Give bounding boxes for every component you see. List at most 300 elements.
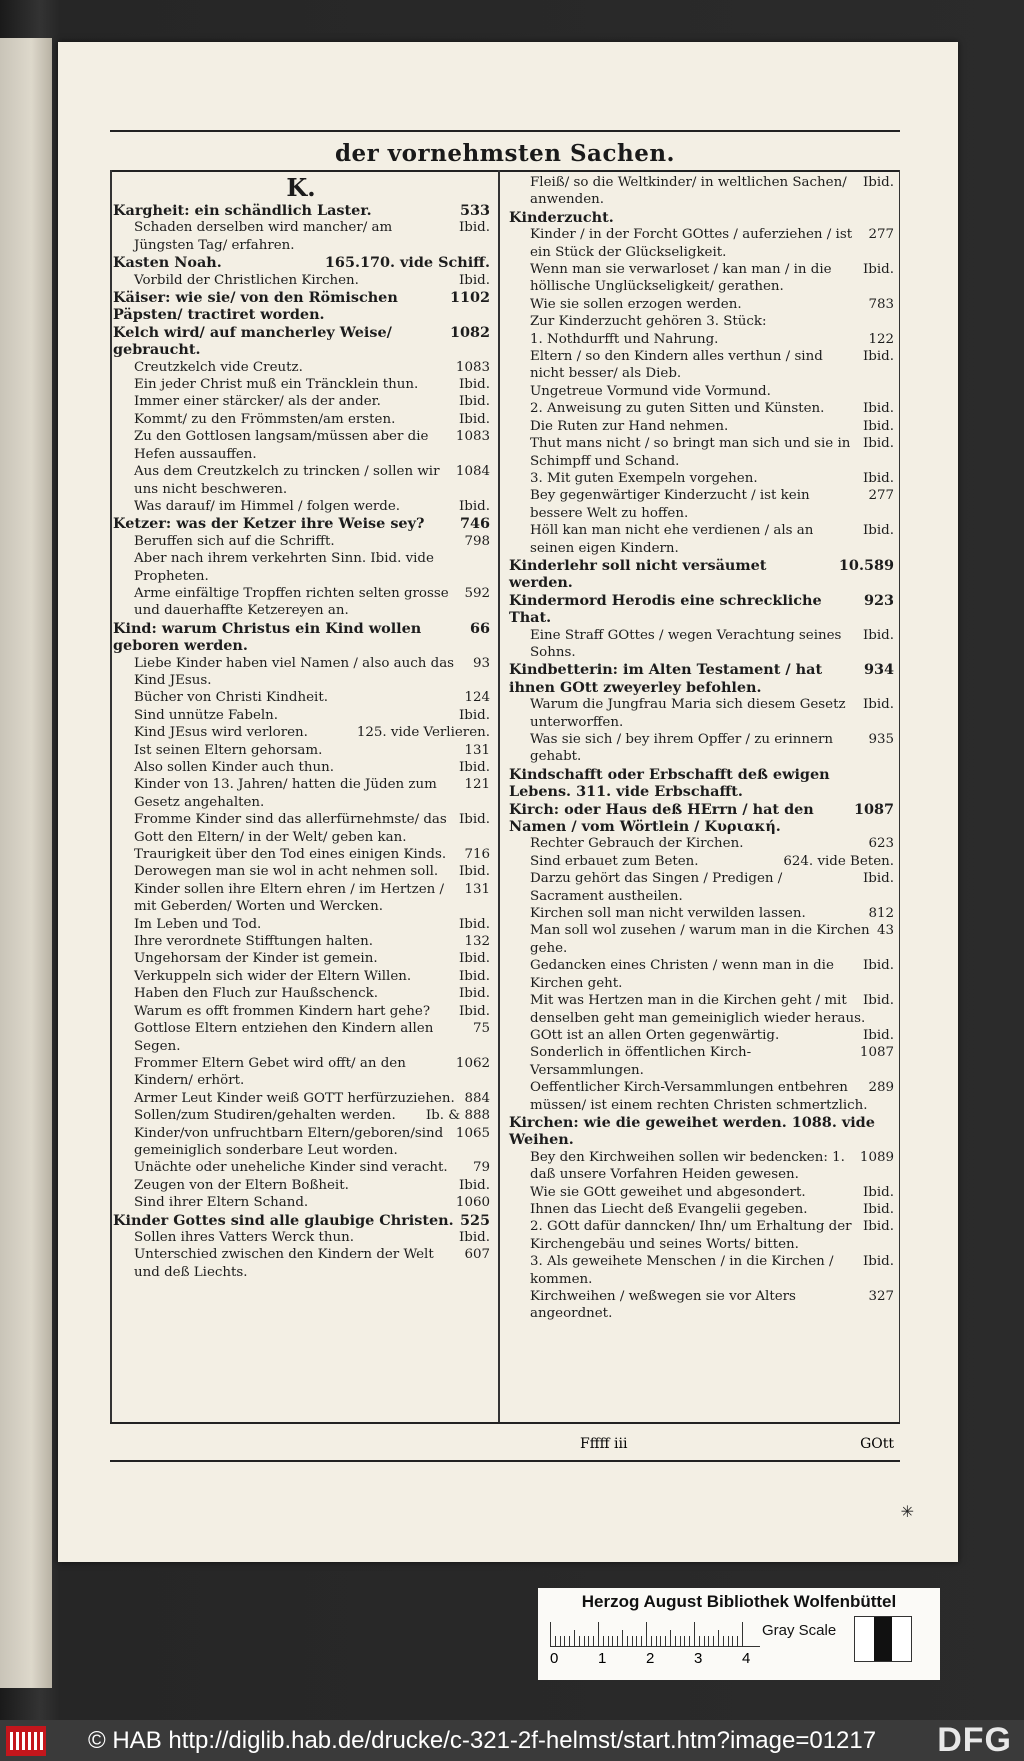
index-entry	[508, 348, 894, 383]
index-entry	[112, 759, 490, 776]
entry-text: Liebe Kinder haben viel Namen / also auch das Kind JEsus.	[134, 655, 455, 688]
dfg-logo: DFG	[937, 1721, 1012, 1759]
entry-text: Wie sie GOtt geweihet und abgesondert.	[530, 1184, 806, 1200]
page-reference: 812	[868, 906, 894, 922]
page-reference: Ib. & 888	[425, 1108, 490, 1124]
gray-scale-swatch	[854, 1616, 912, 1662]
ruler-tick	[665, 1636, 666, 1646]
entry-text: Sind unnütze Fabeln.	[134, 707, 279, 723]
index-entry	[112, 1125, 490, 1160]
entry-text: Kind JEsus wird verloren.	[134, 725, 308, 741]
ruler-number: 3	[694, 1650, 703, 1667]
index-entry	[508, 331, 894, 348]
ruler-tick	[718, 1630, 719, 1646]
ruler-tick	[593, 1636, 594, 1646]
ruler-tick	[612, 1636, 613, 1646]
page-reference: 624. vide Beten.	[783, 853, 894, 869]
facing-page-edge	[0, 38, 52, 1688]
index-entry	[112, 1020, 490, 1055]
index-entry	[112, 219, 490, 254]
ruler-tick	[632, 1636, 633, 1646]
index-entry	[112, 1159, 490, 1176]
ruler-number: 4	[742, 1650, 751, 1667]
ruler-tick	[646, 1622, 647, 1646]
page-reference: 1087	[853, 800, 894, 818]
page-reference: 935	[868, 732, 894, 747]
color-scale-card	[538, 1588, 940, 1680]
entry-text: Rechter Gebrauch der Kirchen.	[530, 836, 744, 852]
page-reference: Ibid.	[863, 1184, 894, 1200]
page-reference: 124	[464, 690, 490, 706]
page-reference: 131	[464, 742, 490, 758]
index-entry	[508, 470, 894, 487]
ruler-tick	[737, 1636, 738, 1646]
page-reference: Ibid.	[863, 470, 894, 486]
entry-text: Verkuppeln sich wider der Eltern Willen.	[134, 968, 412, 984]
index-entry	[112, 881, 490, 916]
ruler-tick	[588, 1636, 589, 1646]
page-reference: 746	[459, 515, 490, 533]
index-entry	[508, 731, 894, 766]
entry-text: Aus dem Creutzkelch zu trincken / sollen wir uns nicht beschweren.	[134, 464, 440, 497]
page-reference: Ibid.	[459, 707, 490, 723]
entry-text: Man soll wol zusehen / warum man in die Kirchen gehe.	[530, 923, 870, 956]
column-divider	[498, 170, 500, 1422]
right-border	[899, 170, 901, 1422]
page-reference: Ibid.	[459, 1003, 490, 1019]
hab-logo-icon	[6, 1726, 46, 1756]
ruler-tick	[574, 1630, 575, 1646]
entry-text: Ihre verordnete Stifftungen halten.	[134, 934, 373, 950]
index-entry	[112, 1055, 490, 1090]
page-reference: 122	[868, 331, 894, 347]
page-reference: 1065	[455, 1125, 490, 1141]
margin-mark: ✳	[900, 1502, 914, 1521]
index-entry	[508, 209, 894, 226]
index-entry	[112, 620, 490, 655]
entry-text: Thut mans nicht / so bringt man sich und sie in Schimpff und Schand.	[530, 436, 851, 469]
index-entry	[112, 1246, 490, 1281]
page-reference: Ibid.	[863, 697, 894, 713]
index-column-right	[508, 174, 894, 1323]
ruler-tick	[550, 1622, 551, 1646]
index-entry	[508, 905, 894, 922]
index-entry	[508, 261, 894, 296]
entry-text: Ihnen das Liecht deß Evangelii gegeben.	[530, 1201, 808, 1217]
ruler-number: 2	[646, 1650, 655, 1667]
page-reference: Ibid.	[459, 812, 490, 828]
index-entry	[508, 1288, 894, 1323]
entry-text: Kasten Noah.	[113, 254, 222, 272]
page-reference: 1060	[455, 1195, 490, 1211]
index-entry	[112, 742, 490, 759]
page-reference: 327	[868, 1289, 894, 1304]
index-entry	[112, 1090, 490, 1107]
gray-scale-label: Gray Scale	[762, 1622, 837, 1639]
entry-text: Was sie sich / bey ihrem Opffer / zu erinnern gehabt.	[530, 732, 834, 765]
entry-text: Bücher von Christi Kindheit.	[134, 690, 328, 706]
entry-text: Gedancken eines Christen / wenn man in die Kirchen geht.	[530, 958, 834, 991]
entry-text: Sind ihrer Eltern Schand.	[134, 1195, 309, 1211]
entry-text: Kindermord Herodis eine schreckliche That.	[509, 591, 822, 627]
page-reference: Ibid.	[459, 498, 490, 514]
ruler-tick	[636, 1636, 637, 1646]
entry-text: Armer Leut Kinder weiß GOTT herfürzuziehen.	[134, 1090, 455, 1106]
entry-text: Bey den Kirchweihen sollen wir bedencken: 1. daß unsere Vorfahren Heiden gewesen.	[530, 1149, 845, 1183]
entry-text: Unächte oder uneheliche Kinder sind veracht.	[134, 1160, 448, 1176]
index-entry	[508, 1149, 894, 1184]
entry-text: Kirchweihen / weßwegen sie vor Alters angeordnet.	[530, 1289, 796, 1322]
ruler-tick	[569, 1636, 570, 1646]
signature-mark: Fffff iii	[580, 1436, 628, 1452]
page-reference: Ibid.	[459, 1229, 490, 1245]
ruler-tick	[675, 1636, 676, 1646]
page-reference: 934	[863, 661, 894, 679]
entry-text: Warum es offt frommen Kindern hart gehe?	[134, 1003, 431, 1019]
page-reference: 623	[868, 836, 894, 852]
index-entry	[112, 1229, 490, 1246]
ruler-tick	[680, 1636, 681, 1646]
ruler-number: 1	[598, 1650, 607, 1667]
entry-text: 2. Anweisung zu guten Sitten und Künsten.	[530, 401, 825, 417]
ruler-tick	[564, 1636, 565, 1646]
index-entry	[112, 324, 490, 359]
ruler-tick	[622, 1630, 623, 1646]
ruler-tick	[656, 1636, 657, 1646]
entry-text: Gottlose Eltern entziehen den Kindern allen Segen.	[134, 1021, 434, 1054]
entry-text: Kind: warum Christus ein Kind wollen geboren werden.	[113, 619, 422, 655]
page-reference: Ibid.	[863, 1254, 894, 1270]
index-entry	[508, 296, 894, 313]
index-entry	[508, 226, 894, 261]
entry-text: Schaden derselben wird mancher/ am Jüngsten Tag/ erfahren.	[134, 220, 393, 253]
entry-text: Beruffen sich auf die Schrifft.	[134, 533, 335, 549]
page-reference: Ibid.	[863, 175, 894, 190]
entry-text: Zu den Gottlosen langsam/müssen aber die Hefen aussauffen.	[134, 429, 429, 462]
page-reference: 93	[472, 655, 490, 671]
index-entry	[508, 400, 894, 417]
page-reference: 66	[469, 619, 490, 637]
page-reference: Ibid.	[863, 1027, 894, 1043]
index-entry	[112, 950, 490, 967]
index-entry	[112, 776, 490, 811]
entry-text: Ungehorsam der Kinder ist gemein.	[134, 951, 378, 967]
page-reference: 1083	[455, 429, 490, 445]
ruler-tick	[651, 1636, 652, 1646]
entry-text: Fromme Kinder sind das allerfürnehmste/ das Gott den Eltern/ in der Welt/ geben kan.	[134, 812, 447, 845]
entry-text: Haben den Fluch zur Haußschenck.	[134, 986, 378, 1002]
index-entry	[112, 376, 490, 393]
page-reference: Ibid.	[863, 349, 894, 365]
page-reference: Ibid.	[459, 1177, 490, 1193]
page-reference: 607	[464, 1247, 490, 1263]
entry-text: Derowegen man sie wol in acht nehmen soll.	[134, 864, 439, 880]
entry-text: 2. GOtt dafür danncken/ Ihn/ um Erhaltung der Kirchengebäu und seines Worts/ bitten.	[530, 1219, 852, 1252]
ruler-tick	[684, 1636, 685, 1646]
entry-text: Kelch wird/ auf mancherley Weise/ gebraucht.	[113, 323, 392, 359]
page-reference: Ibid.	[863, 958, 894, 974]
index-entry	[508, 992, 894, 1027]
page-reference: 1062	[455, 1055, 490, 1071]
page-reference: 533	[459, 202, 490, 219]
entry-text: Kinder / in der Forcht GOttes / auferziehen / ist ein Stück der Glückseligkeit.	[530, 227, 853, 260]
entry-text: Sonderlich in öffentlichen Kirch-Versammlungen.	[530, 1045, 752, 1078]
index-entry	[112, 863, 490, 880]
index-entry	[112, 724, 490, 741]
index-entry	[508, 522, 894, 557]
page-reference: Ibid.	[459, 377, 490, 393]
ruler-tick	[670, 1630, 671, 1646]
entry-text: Die Ruten zur Hand nehmen.	[530, 418, 729, 434]
viewer-footer	[0, 1720, 1024, 1761]
ruler-tick	[704, 1636, 705, 1646]
entry-text: Zur Kinderzucht gehören 3. Stück:	[530, 314, 767, 330]
entry-text: Sollen/zum Studiren/gehalten werden.	[134, 1108, 396, 1124]
index-entry	[112, 689, 490, 706]
index-entry	[112, 393, 490, 410]
page-reference: 1089	[859, 1149, 894, 1165]
page-reference: Ibid.	[459, 916, 490, 932]
library-name: Herzog August Bibliothek Wolfenbüttel	[581, 1592, 897, 1611]
page-reference: Ibid.	[863, 418, 894, 434]
page-reference: Ibid.	[863, 436, 894, 452]
index-entry	[112, 359, 490, 376]
swatch-white	[892, 1617, 911, 1661]
ruler-tick	[603, 1636, 604, 1646]
page-reference: 1102	[449, 289, 490, 307]
page-reference: 43	[876, 923, 894, 939]
index-entry	[508, 1253, 894, 1288]
page-reference: 716	[464, 847, 490, 863]
page-reference: 131	[464, 881, 490, 897]
entry-text: Käiser: wie sie/ von den Römischen Päpsten/ tractiret worden.	[113, 289, 398, 324]
index-entry	[112, 1003, 490, 1020]
entry-text: Vorbild der Christlichen Kirchen.	[134, 272, 359, 288]
index-entry	[112, 428, 490, 463]
page-reference: 10.589	[838, 556, 894, 574]
entry-text: Bey gegenwärtiger Kinderzucht / ist kein bessere Welt zu hoffen.	[530, 488, 810, 521]
page-reference: 277	[868, 488, 894, 504]
index-entry	[508, 957, 894, 992]
entry-text: Immer einer stärcker/ als der ander.	[134, 394, 381, 410]
ruler-number: 0	[550, 1650, 559, 1667]
entry-text: 1. Nothdurfft und Nahrung.	[530, 331, 719, 347]
ruler-tick	[627, 1636, 628, 1646]
entry-text: Creutzkelch vide Creutz.	[134, 359, 303, 375]
index-entry	[508, 1027, 894, 1044]
entry-text: Traurigkeit über den Tod eines einigen Kinds.	[134, 847, 447, 863]
ruler-tick	[723, 1636, 724, 1646]
index-entry	[508, 313, 894, 330]
index-entry	[112, 202, 490, 219]
page-reference: 884	[464, 1090, 490, 1106]
index-entry	[508, 766, 894, 801]
page-reference: 121	[464, 777, 490, 793]
index-entry	[112, 463, 490, 498]
index-entry	[508, 1114, 894, 1149]
index-entry	[508, 435, 894, 470]
entry-text: Kinder/von unfruchtbarn Eltern/geboren/sind gemeiniglich sonderbare Leut worden.	[134, 1125, 444, 1158]
footer-rule	[110, 1460, 900, 1462]
entry-text: Ein jeder Christ muß ein Träncklein thun.	[134, 377, 419, 393]
index-entry	[112, 1212, 490, 1229]
ruler-tick	[560, 1636, 561, 1646]
entry-text: Ungetreue Vormund vide Vormund.	[530, 383, 771, 399]
index-entry	[112, 655, 490, 690]
page-reference: Ibid.	[459, 951, 490, 967]
entry-text: Wenn man sie verwarloset / kan man / in die höllische Unglückseligkeit/ gerathen.	[530, 262, 832, 295]
index-entry	[508, 383, 894, 400]
index-entry	[112, 1107, 490, 1124]
index-entry	[112, 272, 490, 289]
index-entry	[112, 533, 490, 550]
page-reference: Ibid.	[863, 523, 894, 539]
entry-text: Kindschafft oder Erbschafft deß ewigen Lebens. 311. vide Erbschafft.	[509, 765, 830, 801]
page-reference: 1087	[859, 1045, 894, 1061]
page-reference: Ibid.	[863, 627, 894, 643]
page-reference: 75	[472, 1021, 490, 1037]
ruler-tick	[728, 1636, 729, 1646]
page-reference: Ibid.	[863, 871, 894, 887]
index-entry	[508, 1079, 894, 1114]
page-reference: Ibid.	[863, 1219, 894, 1235]
index-entry	[508, 592, 894, 627]
index-entry	[508, 174, 894, 209]
top-rule	[110, 130, 900, 132]
copyright-link[interactable]: © HAB http://diglib.hab.de/drucke/c-321-2f-helmst/start.htm?image=01217	[88, 1727, 877, 1754]
page-reference: 79	[472, 1160, 490, 1176]
page-reference: 165.170. vide Schiff.	[324, 254, 490, 272]
index-entry	[508, 696, 894, 731]
ruler-tick	[708, 1636, 709, 1646]
index-entry	[112, 811, 490, 846]
entry-text: Kinderlehr soll nicht versäumet werden.	[509, 556, 767, 592]
ruler-tick	[617, 1636, 618, 1646]
index-entry	[508, 418, 894, 435]
ruler-tick	[584, 1636, 585, 1646]
index-entry	[112, 707, 490, 724]
ruler-tick	[713, 1636, 714, 1646]
running-head: der vornehmsten Sachen.	[334, 140, 676, 167]
page-reference: Ibid.	[459, 760, 490, 775]
page-reference: 132	[464, 934, 490, 950]
page-reference: Ibid.	[459, 272, 490, 288]
page-reference: 1083	[455, 359, 490, 375]
entry-text: Sollen ihres Vatters Werck thun.	[134, 1229, 354, 1245]
page-reference: Ibid.	[459, 394, 490, 410]
index-entry	[508, 1184, 894, 1201]
ruler	[550, 1620, 760, 1647]
page-reference: 783	[868, 296, 894, 312]
entry-text: Warum die Jungfrau Maria sich diesem Gesetz unterworffen.	[530, 697, 846, 730]
page-reference: 1082	[449, 323, 490, 341]
entry-text: Kirchen: wie die geweihet werden. 1088. vide Weihen.	[509, 1113, 875, 1149]
index-entry	[508, 1201, 894, 1218]
entry-text: Kinder von 13. Jahren/ hatten die Jüden zum Gesetz angehalten.	[134, 777, 437, 810]
page-reference: 289	[868, 1080, 894, 1096]
page-frame	[110, 130, 900, 1470]
page-reference: Ibid.	[459, 220, 490, 236]
entry-text: Im Leben und Tod.	[134, 916, 262, 932]
index-entry	[508, 853, 894, 870]
page-reference: Ibid.	[863, 401, 894, 417]
page-reference: 923	[863, 591, 894, 609]
entry-text: Kinder Gottes sind alle glaubige Christen.	[113, 1211, 454, 1229]
index-entry	[508, 870, 894, 905]
entry-text: Ist seinen Eltern gehorsam.	[134, 742, 323, 758]
entry-text: Kirch: oder Haus deß HErrn / hat den Namen / vom Wörtlein / Κυριακή.	[509, 800, 814, 836]
entry-text: Darzu gehört das Singen / Predigen / Sacrament austheilen.	[530, 871, 783, 904]
ruler-tick	[641, 1636, 642, 1646]
index-entry	[112, 968, 490, 985]
index-entry	[508, 1218, 894, 1253]
ruler-tick	[694, 1622, 695, 1646]
index-entry	[112, 933, 490, 950]
page-reference: Ibid.	[459, 986, 490, 1002]
index-entry	[508, 487, 894, 522]
entry-text: GOtt ist an allen Orten gegenwärtig.	[530, 1027, 780, 1043]
index-entry	[112, 411, 490, 428]
entry-text: Eine Straff GOttes / wegen Verachtung seines Sohns.	[530, 627, 842, 660]
page-reference: Ibid.	[459, 411, 490, 427]
page-reference: Ibid.	[863, 262, 894, 278]
entry-text: Kargheit: ein schändlich Laster.	[113, 202, 372, 219]
ruler-tick	[732, 1636, 733, 1646]
ruler-tick	[579, 1636, 580, 1646]
index-entry	[112, 585, 490, 620]
entry-text: 3. Als geweihete Menschen / in die Kirchen / kommen.	[530, 1254, 834, 1287]
header-rule	[110, 170, 900, 172]
ruler-tick	[598, 1622, 599, 1646]
index-entry	[508, 661, 894, 696]
entry-text: Fleiß/ so die Weltkinder/ in weltlichen Sachen/ anwenden.	[530, 175, 847, 208]
ruler-tick	[660, 1636, 661, 1646]
catchword: GOtt	[860, 1436, 894, 1452]
ruler-tick	[555, 1636, 556, 1646]
index-entry	[112, 1194, 490, 1211]
ruler-tick	[689, 1636, 690, 1646]
entry-text: Unterschied zwischen den Kindern der Welt und deß Liechts.	[134, 1247, 434, 1280]
entry-text: Kinderzucht.	[509, 208, 614, 226]
book-page	[58, 42, 958, 1562]
entry-text: Kinder sollen ihre Eltern ehren / im Hertzen / mit Geberden/ Worten und Wercken.	[134, 881, 445, 915]
ruler-tick	[608, 1636, 609, 1646]
page-reference: Ibid.	[459, 864, 490, 880]
entry-text: Mit was Hertzen man in die Kirchen geht / mit denselben geht man gemeiniglich wieder heraus.	[530, 993, 866, 1026]
index-entry	[508, 801, 894, 836]
ruler-tick	[699, 1636, 700, 1646]
entry-text: Aber nach ihrem verkehrten Sinn. Ibid. vide Propheten.	[134, 551, 434, 584]
entry-text: Also sollen Kinder auch thun.	[134, 760, 335, 775]
page-reference: 525	[459, 1211, 490, 1229]
entry-text: Wie sie sollen erzogen werden.	[530, 296, 742, 312]
index-entry	[112, 916, 490, 933]
bottom-rule	[110, 1422, 900, 1424]
entry-text: 3. Mit guten Exempeln vorgehen.	[530, 470, 758, 486]
entry-text: Zeugen von der Eltern Boßheit.	[134, 1177, 349, 1193]
section-letter: K.	[286, 173, 316, 202]
swatch-black	[874, 1617, 893, 1661]
page-reference: 1084	[455, 464, 490, 480]
swatch-white	[855, 1617, 874, 1661]
entry-text: Eltern / so den Kindern alles verthun / sind nicht besser/ als Dieb.	[530, 349, 823, 382]
entry-text: Kindbetterin: im Alten Testament / hat ihnen GOtt zweyerley befohlen.	[509, 661, 823, 696]
index-entry	[112, 985, 490, 1002]
index-entry	[112, 254, 490, 271]
index-entry	[112, 846, 490, 863]
index-entry	[508, 835, 894, 852]
page-reference: 277	[868, 227, 894, 243]
